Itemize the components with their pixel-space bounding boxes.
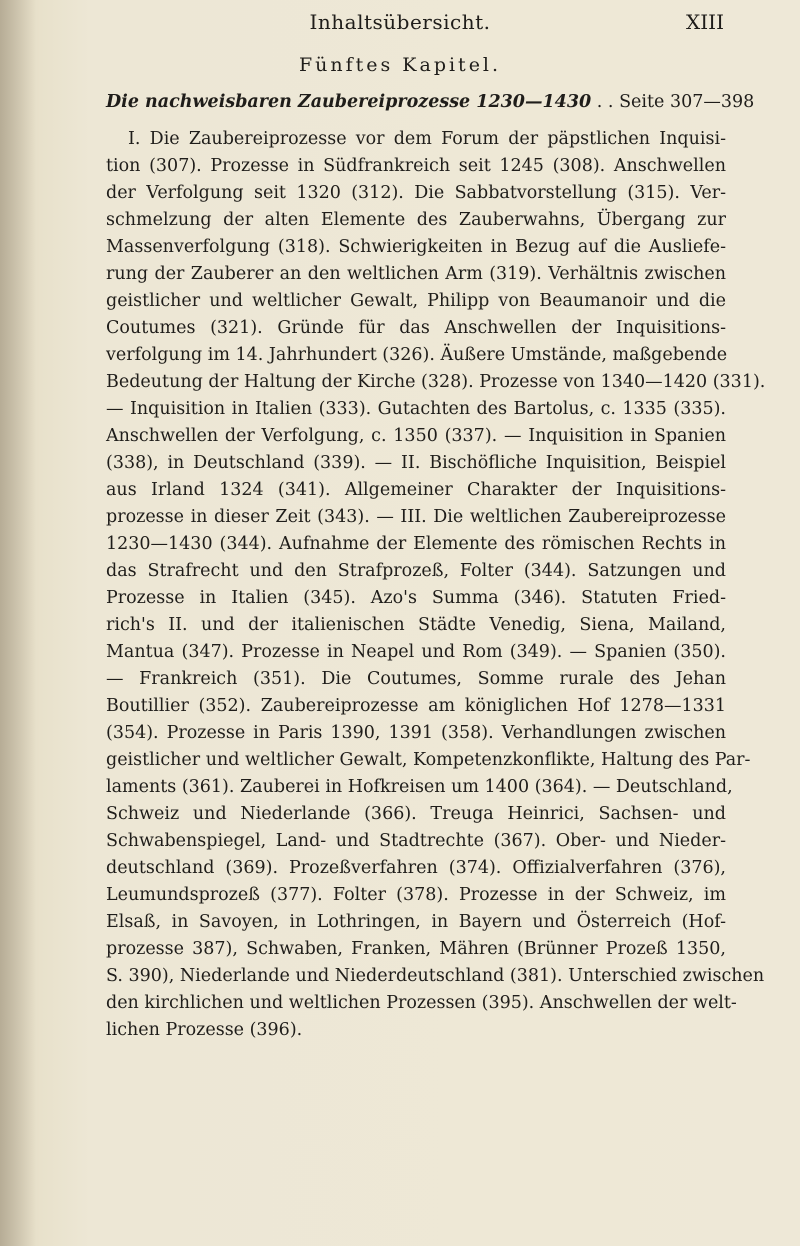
section-pages: Seite 307—398 xyxy=(619,92,755,112)
running-head xyxy=(0,10,800,40)
text-line: Leumundsprozeß (377). Folter (378). Prozesse in der Schweiz, im xyxy=(106,885,726,905)
running-title: Inhaltsübersicht. xyxy=(309,10,491,34)
text-line: schmelzung der alten Elemente des Zauberwahns, Übergang zur xyxy=(106,210,726,230)
text-line: Coutumes (321). Gründe für das Anschwellen der Inquisitions- xyxy=(106,318,726,338)
text-line: (354). Prozesse in Paris 1390, 1391 (358). Verhandlungen zwischen xyxy=(106,723,726,743)
section-dots: . . xyxy=(596,92,614,112)
contents-paragraph xyxy=(106,126,766,1044)
text-line: Massenverfolgung (318). Schwierigkeiten in Bezug auf die Ausliefe- xyxy=(106,237,726,257)
text-line: lichen Prozesse (396). xyxy=(106,1020,303,1040)
text-line: (338), in Deutschland (339). — II. Bischöfliche Inquisition, Beispiel xyxy=(106,453,726,473)
text-line: prozesse in dieser Zeit (343). — III. Die weltlichen Zaubereiprozesse xyxy=(106,507,726,527)
text-line: Prozesse in Italien (345). Azo's Summa (346). Statuten Fried- xyxy=(106,588,726,608)
text-line: — Inquisition in Italien (333). Gutachten des Bartolus, c. 1335 (335). xyxy=(106,399,726,419)
text-line: S. 390), Niederlande und Niederdeutschland (381). Unterschied zwischen xyxy=(106,966,765,986)
text-line: Boutillier (352). Zaubereiprozesse am königlichen Hof 1278—1331 xyxy=(106,696,726,716)
text-line: Anschwellen der Verfolgung, c. 1350 (337). — Inquisition in Spanien xyxy=(106,426,726,446)
section-title: Die nachweisbaren Zaubereiprozesse 1230—1430 xyxy=(106,92,592,112)
spine-shadow xyxy=(0,0,36,1246)
text-line: verfolgung im 14. Jahrhundert (326). Äußere Umstände, maßgebende xyxy=(106,345,728,365)
text-line: 1230—1430 (344). Aufnahme der Elemente des römischen Rechts in xyxy=(106,534,726,554)
chapter-heading: Fünftes Kapitel. xyxy=(298,54,502,76)
text-line: Schwabenspiegel, Land- und Stadtrechte (367). Ober- und Nieder- xyxy=(106,831,726,851)
text-line: aus Irland 1324 (341). Allgemeiner Charakter der Inquisitions- xyxy=(106,480,726,500)
text-line: der Verfolgung seit 1320 (312). Die Sabbatvorstellung (315). Ver- xyxy=(106,183,726,203)
text-line: Elsaß, in Savoyen, in Lothringen, in Bayern und Österreich (Hof- xyxy=(106,912,726,932)
text-line: tion (307). Prozesse in Südfrankreich seit 1245 (308). Anschwellen xyxy=(106,156,726,176)
text-line: Schweiz und Niederlande (366). Treuga Heinrici, Sachsen- und xyxy=(106,804,726,824)
text-line: I. Die Zaubereiprozesse vor dem Forum der päpstlichen Inquisi- xyxy=(128,129,726,149)
text-line: prozesse 387), Schwaben, Franken, Mähren (Brünner Prozeß 1350, xyxy=(106,939,726,959)
text-line: Mantua (347). Prozesse in Neapel und Rom (349). — Spanien (350). xyxy=(106,642,726,662)
text-line: rung der Zauberer an den weltlichen Arm (319). Verhältnis zwischen xyxy=(106,264,726,284)
text-line: geistlicher und weltlicher Gewalt, Philipp von Beaumanoir und die xyxy=(106,291,726,311)
page-number: XIII xyxy=(686,10,724,34)
text-line: rich's II. und der italienischen Städte Venedig, Siena, Mailand, xyxy=(106,615,726,635)
section-heading xyxy=(106,90,755,114)
text-line: deutschland (369). Prozeßverfahren (374). Offizialverfahren (376), xyxy=(106,858,726,878)
text-line: geistlicher und weltlicher Gewalt, Kompetenzkonflikte, Haltung des Par- xyxy=(106,750,751,770)
text-line: das Strafrecht und den Strafprozeß, Folter (344). Satzungen und xyxy=(106,561,726,581)
text-line: den kirchlichen und weltlichen Prozessen (395). Anschwellen der welt- xyxy=(106,993,737,1013)
text-line: laments (361). Zauberei in Hofkreisen um 1400 (364). — Deutschland, xyxy=(106,777,733,797)
text-line: — Frankreich (351). Die Coutumes, Somme rurale des Jehan xyxy=(106,669,726,689)
text-line: Bedeutung der Haltung der Kirche (328). Prozesse von 1340—1420 (331). xyxy=(106,372,766,392)
